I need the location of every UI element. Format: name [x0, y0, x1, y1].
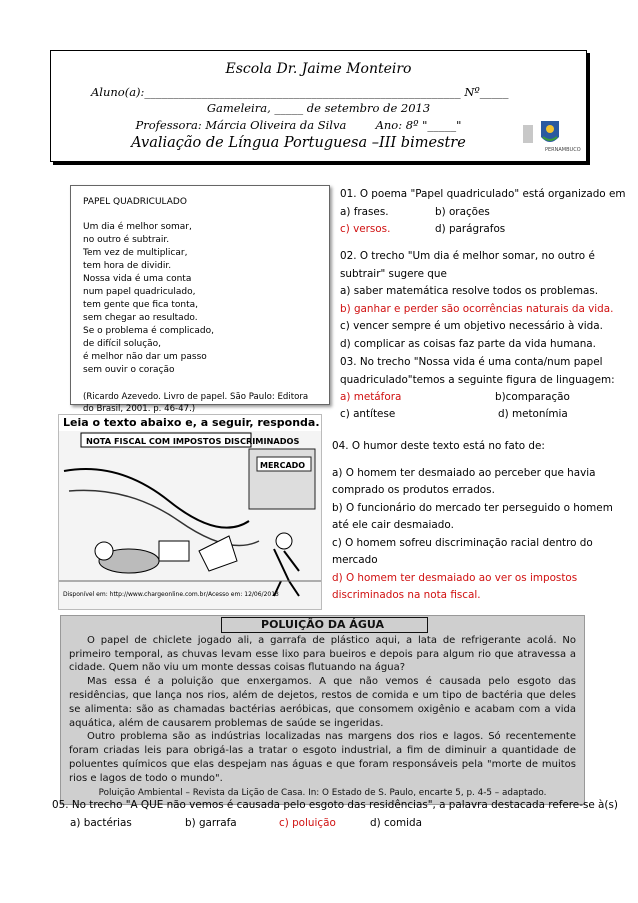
q5-option-c: c) poluição [279, 816, 336, 829]
q2-option-a: a) saber matemática resolve todos os problemas. [340, 285, 599, 297]
q2-option-c: c) vencer sempre é um objetivo necessário à vida. [340, 320, 603, 332]
q3-option-c: c) antítese [340, 408, 396, 420]
exam-title: Avaliação de Língua Portuguesa –III bimestre [131, 135, 466, 151]
question-1 [340, 186, 625, 238]
q4-option-c-2: mercado [332, 554, 378, 566]
q3-option-b: b)comparação [495, 391, 570, 403]
student-line: Aluno(a):_______________________________________________________ Nº_____ [91, 85, 509, 99]
pernambuco-logo [521, 117, 581, 157]
q3-stem-2: quadriculado"temos a seguinte figura de linguagem: [340, 373, 615, 386]
poem-line: Tem vez de multiplicar, [83, 248, 188, 258]
q5-option-b: b) garrafa [185, 816, 237, 829]
cartoon-drawing [59, 431, 321, 609]
article-paragraph-1: O papel de chiclete jogado ali, a garrafa de plástico aqui, a lata de refrigerante acolá. No primeiro temporal, as chuvas levam esse lixo para bueiros e depois para algum rio que atravessa a cidade. Quem não viu um monte dessas coisas flutuando na água? [69, 634, 576, 674]
q2-option-b: b) ganhar e perder são ocorrências naturais da vida. [340, 302, 614, 315]
q4-option-a-2: comprado os produtos errados. [332, 484, 495, 496]
header-box [50, 50, 587, 162]
q3-option-d: d) metonímia [498, 408, 568, 420]
poem-line: num papel quadriculado, [83, 287, 196, 297]
q4-option-b-2: até ele cair desmaiado. [332, 519, 454, 531]
q4-stem: 04. O humor deste texto está no fato de: [332, 440, 545, 452]
cartoon-prompt: Leia o texto abaixo e, a seguir, responda. [63, 416, 320, 429]
poem-line: tem hora de dividir. [83, 261, 172, 271]
article-image [60, 615, 585, 805]
q1-option-a: a) frases. [340, 205, 389, 218]
poem-line: tem gente que fica tonta, [83, 300, 199, 310]
poem-lines [83, 221, 317, 377]
q4-option-c-1: c) O homem sofreu discriminação racial dentro do [332, 536, 593, 549]
poem-box [70, 185, 330, 414]
q2-stem-1: 02. O trecho "Um dia é melhor somar, no outro é [340, 250, 595, 262]
question-4 [332, 438, 613, 605]
poem-line: Nossa vida é uma conta [83, 274, 192, 284]
q5-option-a: a) bactérias [70, 816, 132, 829]
q2-option-d: d) complicar as coisas faz parte da vida humana. [340, 337, 596, 350]
q3-option-a: a) metáfora [340, 391, 402, 403]
q2-stem-2: subtrair" sugere que [340, 267, 447, 280]
store-sign: MERCADO [260, 461, 306, 470]
question-2 [340, 248, 613, 353]
date-line: Gameleira, _____ de setembro de 2013 [206, 101, 431, 115]
poem-line: sem chegar ao resultado. [83, 313, 198, 323]
q4-option-d-1: d) O homem ter desmaiado ao ver os impostos [332, 571, 578, 584]
poem-line: é melhor não dar um passo [83, 352, 207, 362]
q4-option-b-1: b) O funcionário do mercado ter perseguido o homem [332, 501, 613, 514]
article-title: POLUIÇÃO DA ÁGUA [261, 618, 384, 631]
article-title-frame [221, 617, 428, 633]
cartoon-banner: NOTA FISCAL COM IMPOSTOS DISCRIMINADOS [86, 436, 300, 446]
q1-option-b: b) orações [435, 205, 490, 218]
article-paragraph-3: Outro problema são as indústrias localizadas nas margens dos rios e lagos. Só recentemente foram criadas leis para obrigá-las a tratar o esgoto industrial, a fim de diminuir a quantidade de poluentes químicos que elas despejam nas águas e que foram responsáveis pela "morte de muitos rios e lagos de todo o mundo". [69, 731, 576, 784]
q5-stem: 05. No trecho "A QUE não vemos é causada pelo esgoto das residências", a palavra destacada refere-se à(s) [52, 799, 618, 811]
q1-option-d: d) parágrafos [435, 222, 506, 235]
cartoon-image [58, 414, 322, 610]
q4-option-d-2: discriminados na nota fiscal. [332, 589, 481, 601]
q5-option-d: d) comida [370, 816, 422, 829]
question-3 [340, 354, 615, 423]
q3-stem-1: 03. No trecho "Nossa vida é uma conta/num papel [340, 356, 603, 368]
poem-title: PAPEL QUADRICULADO [83, 197, 187, 207]
q1-stem: 01. O poema "Papel quadriculado" está organizado em [340, 188, 626, 200]
cartoon-credit: Disponível em: http://www.chargeonline.com.br/Acesso em: 12/06/2013 [63, 591, 279, 598]
svg-text:PERNAMBUCO: PERNAMBUCO [545, 147, 581, 153]
school-name: Escola Dr. Jaime Monteiro [225, 61, 412, 77]
poem-line: no outro é subtrair. [83, 235, 170, 245]
q4-option-a-1: a) O homem ter desmaiado ao perceber que havia [332, 466, 596, 479]
teacher-line: Professora: Márcia Oliveira da Silva Ano: 8º "_____" [135, 118, 462, 132]
article-citation: Poluição Ambiental – Revista da Lição de Casa. In: O Estado de S. Paulo, encarte 5, p. 4-5 – adaptado. [98, 787, 547, 798]
question-5 [52, 797, 618, 832]
poem-line: Se o problema é complicado, [83, 326, 214, 336]
q1-option-c: c) versos. [340, 222, 391, 235]
article-paragraph-2: Mas essa é a poluição que enxergamos. A que não vemos é causada pelo esgoto das residências, que lança nos rios, além de dejetos, restos de comida e um tipo de bactéria que deles se alimenta: são as chamadas bactérias aeróbicas, que consomem oxigênio e acabam com a vida aquática, além de causarem problemas de saúde se ingeridas. [69, 676, 576, 729]
poem-source: (Ricardo Azevedo. Livro de papel. São Paulo: Editora do Brasil, 2001. p. 46-47.) [83, 392, 309, 414]
poem-line: Um dia é melhor somar, [83, 222, 192, 232]
poem-line: sem ouvir o coração [83, 365, 175, 375]
poem-line: de difícil solução, [83, 339, 162, 349]
